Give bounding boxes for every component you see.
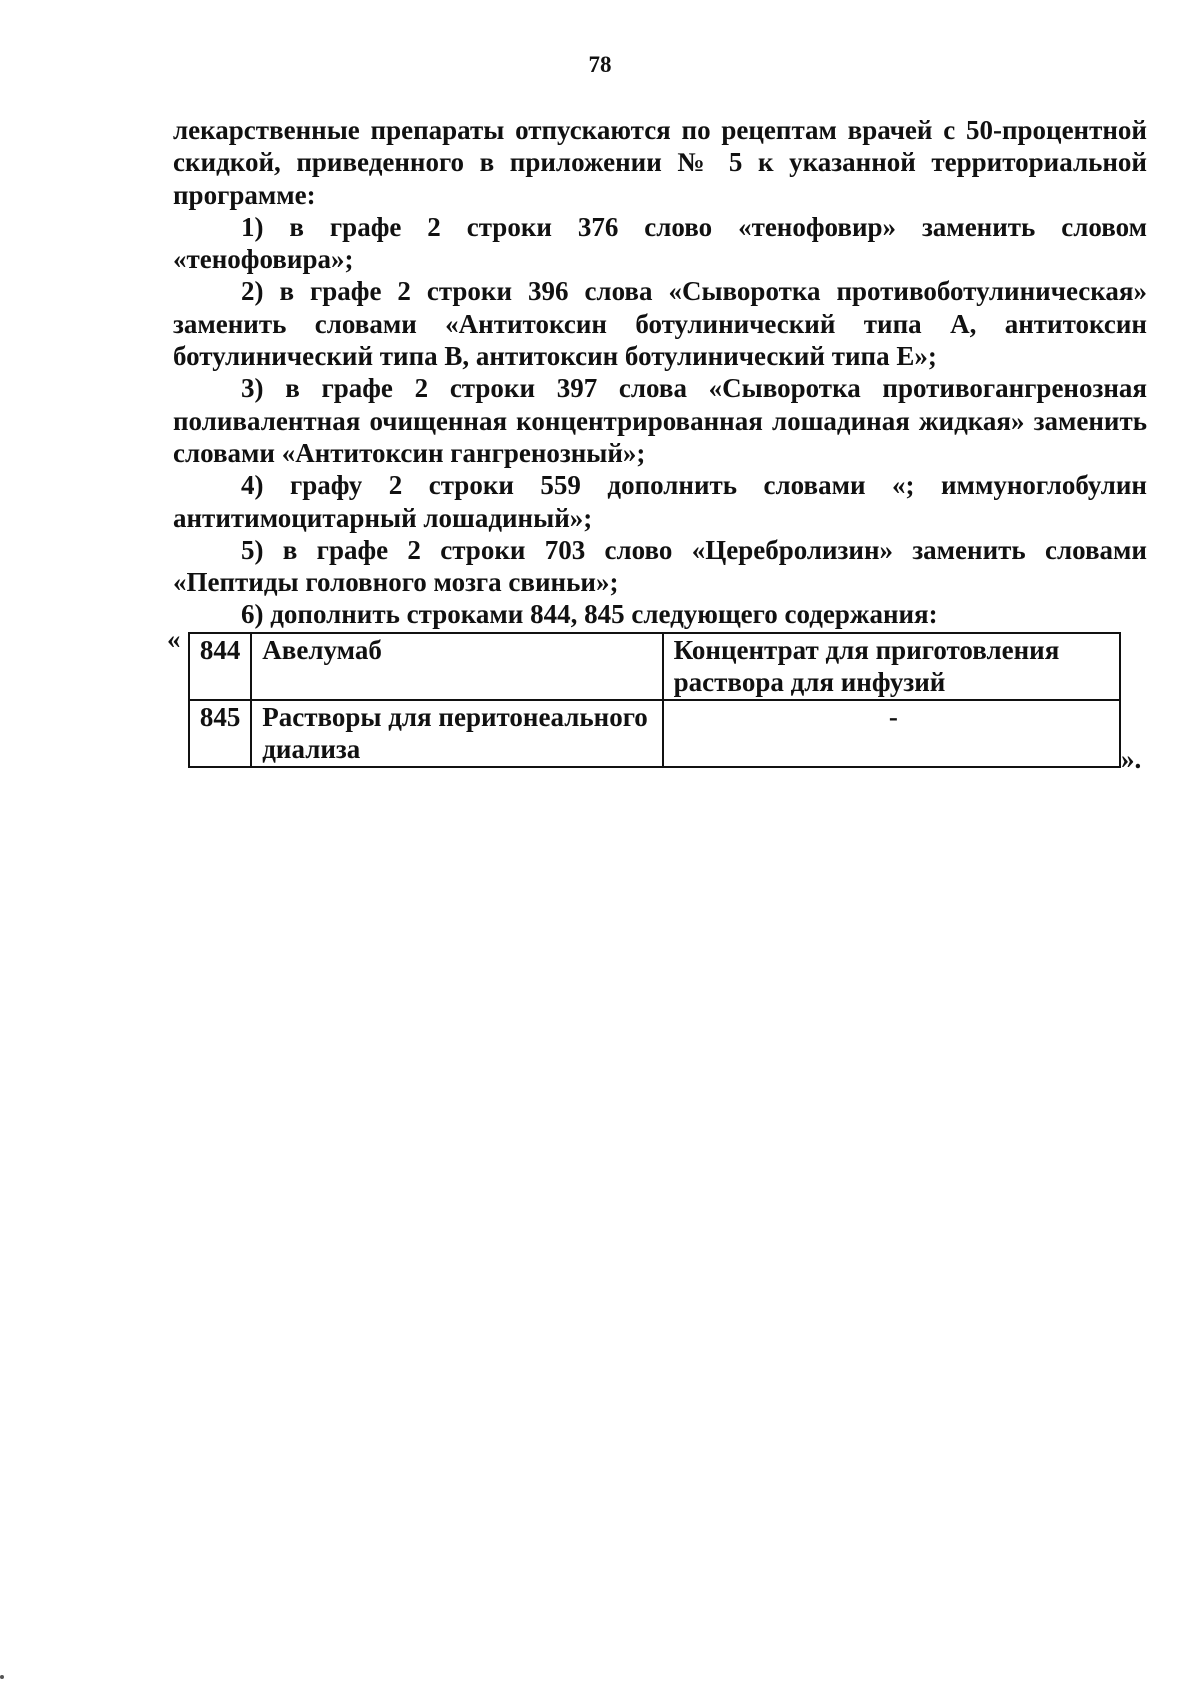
dosage-form: -	[663, 700, 1120, 767]
drug-name: Растворы для перитонеального диализа	[251, 700, 662, 767]
paragraph-item-4: 4) графу 2 строки 559 дополнить словами «; иммуноглобулин антитимоцитарный лошадиный»;	[173, 470, 1147, 533]
row-number: 844	[189, 633, 251, 700]
row-number: 845	[189, 700, 251, 767]
drug-name: Авелумаб	[251, 633, 662, 700]
dosage-form: Концентрат для приготовления раствора для инфузий	[663, 633, 1120, 700]
table-close-quote: ».	[1121, 744, 1142, 774]
paragraph-item-2: 2) в графе 2 строки 396 слова «Сыворотка противоботулиническая» заменить словами «Антитоксин ботулинический типа А, антитоксин ботулинический типа В, антитоксин ботулинический типа Е»;	[173, 276, 1147, 372]
paragraph-item-5: 5) в графе 2 строки 703 слово «Церебролизин» заменить словами «Пептиды головного мозга свиньи»;	[173, 534, 1147, 598]
paragraph-item-6: 6) дополнить строками 844, 845 следующего содержания:	[241, 599, 938, 630]
table-row	[189, 700, 1120, 767]
page-number: 78	[588, 52, 612, 77]
paragraph-intro: лекарственные препараты отпускаются по рецептам врачей с 50-процентной скидкой, приведенного в приложении № 5 к указанной территориальной программе:	[173, 115, 1147, 210]
paragraph-item-3: 3) в графе 2 строки 397 слова «Сыворотка противогангренозная поливалентная очищенная концентрированная лошадиная жидкая» заменить словами «Антитоксин гангренозный»;	[173, 373, 1147, 468]
amendment-table	[188, 632, 1121, 768]
document-body	[173, 114, 1147, 631]
table-row	[189, 633, 1120, 700]
table-open-quote: «	[167, 624, 181, 654]
paragraph-item-1: 1) в графе 2 строки 376 слово «тенофовир» заменить словом «тенофовира»;	[173, 211, 1147, 275]
scan-dot	[0, 1675, 4, 1679]
